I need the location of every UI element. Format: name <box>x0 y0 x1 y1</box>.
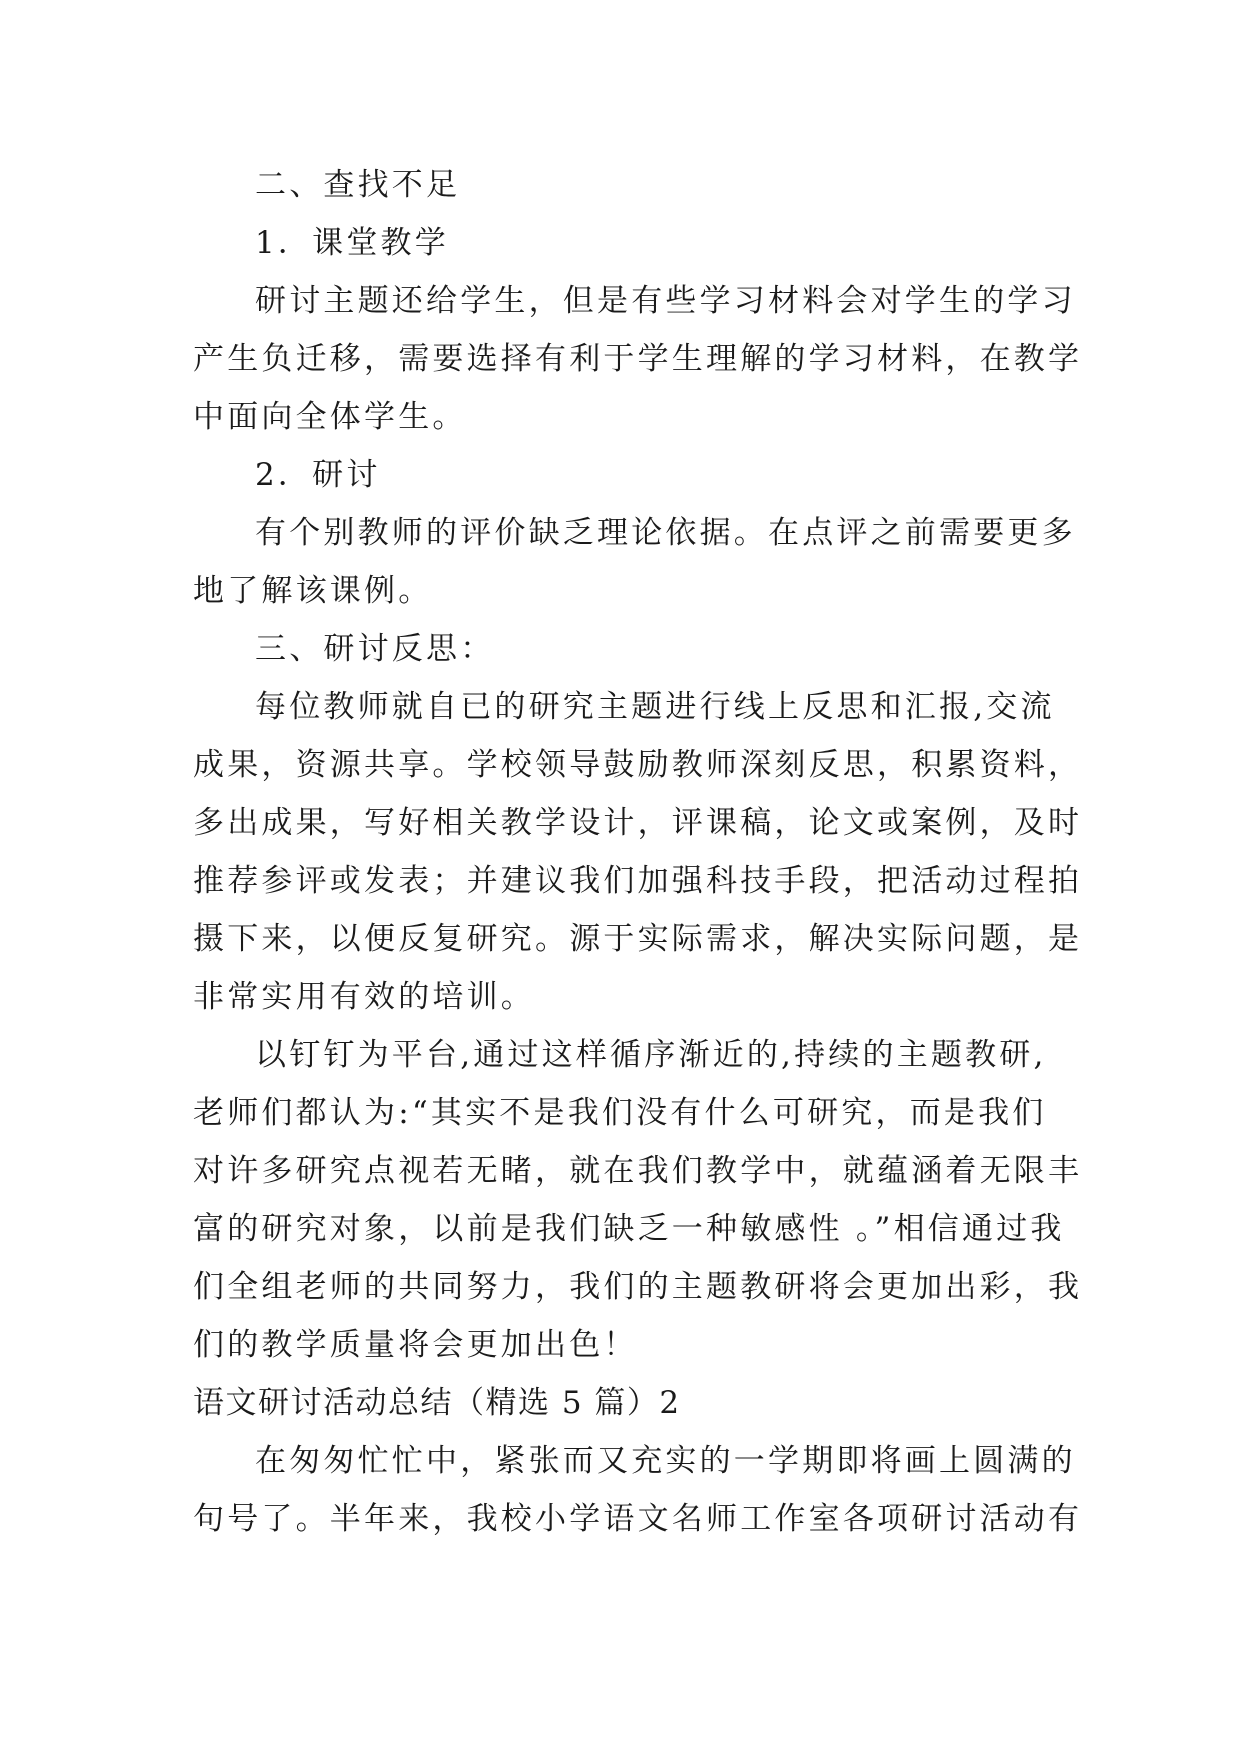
paragraph-line: 推荐参评或发表；并建议我们加强科技手段，把活动过程拍 <box>193 863 1083 899</box>
paragraph-line: 句号了。半年来，我校小学语文名师工作室各项研讨活动有 <box>193 1501 1083 1537</box>
paragraph-line: 摄下来，以便反复研究。源于实际需求，解决实际问题，是 <box>193 921 1083 957</box>
paragraph-line: 们全组老师的共同努力，我们的主题教研将会更加出彩，我 <box>193 1269 1083 1305</box>
paragraph-line: 成果，资源共享。学校领导鼓励教师深刻反思，积累资料， <box>193 747 1083 783</box>
subheading-discussion: 2．研讨 <box>255 457 381 493</box>
paragraph-line: 对许多研究点视若无睹，就在我们教学中，就蕴涵着无限丰 <box>193 1153 1083 1189</box>
section-heading-reflection: 三、研讨反思： <box>255 631 495 667</box>
paragraph-line: 地了解该课例。 <box>193 573 433 609</box>
article-title: 语文研讨活动总结（精选 5 篇）2 <box>193 1385 681 1421</box>
paragraph-line: 多出成果，写好相关教学设计，评课稿，论文或案例，及时 <box>193 805 1083 841</box>
paragraph-line: 非常实用有效的培训。 <box>193 979 535 1015</box>
paragraph-line: 在匆匆忙忙中，紧张而又充实的一学期即将画上圆满的 <box>255 1443 1076 1479</box>
paragraph-line: 以钉钉为平台,通过这样循序渐近的,持续的主题教研, <box>255 1037 1047 1073</box>
paragraph-line: 每位教师就自已的研究主题进行线上反思和汇报,交流 <box>255 689 1055 725</box>
section-heading-shortcomings: 二、查找不足 <box>255 167 461 203</box>
paragraph-line: 有个别教师的评价缺乏理论依据。在点评之前需要更多 <box>255 515 1076 551</box>
paragraph-line: 研讨主题还给学生，但是有些学习材料会对学生的学习 <box>255 283 1076 319</box>
paragraph-line: 老师们都认为:“其实不是我们没有什么可研究，而是我们 <box>193 1095 1047 1131</box>
paragraph-line: 富的研究对象，以前是我们缺乏一种敏感性 。”相信通过我 <box>193 1211 1065 1247</box>
paragraph-line: 中面向全体学生。 <box>193 399 467 435</box>
subheading-classroom-teaching: 1．课堂教学 <box>255 225 449 261</box>
paragraph-line: 们的教学质量将会更加出色！ <box>193 1327 638 1363</box>
paragraph-line: 产生负迁移，需要选择有利于学生理解的学习材料，在教学 <box>193 341 1083 377</box>
